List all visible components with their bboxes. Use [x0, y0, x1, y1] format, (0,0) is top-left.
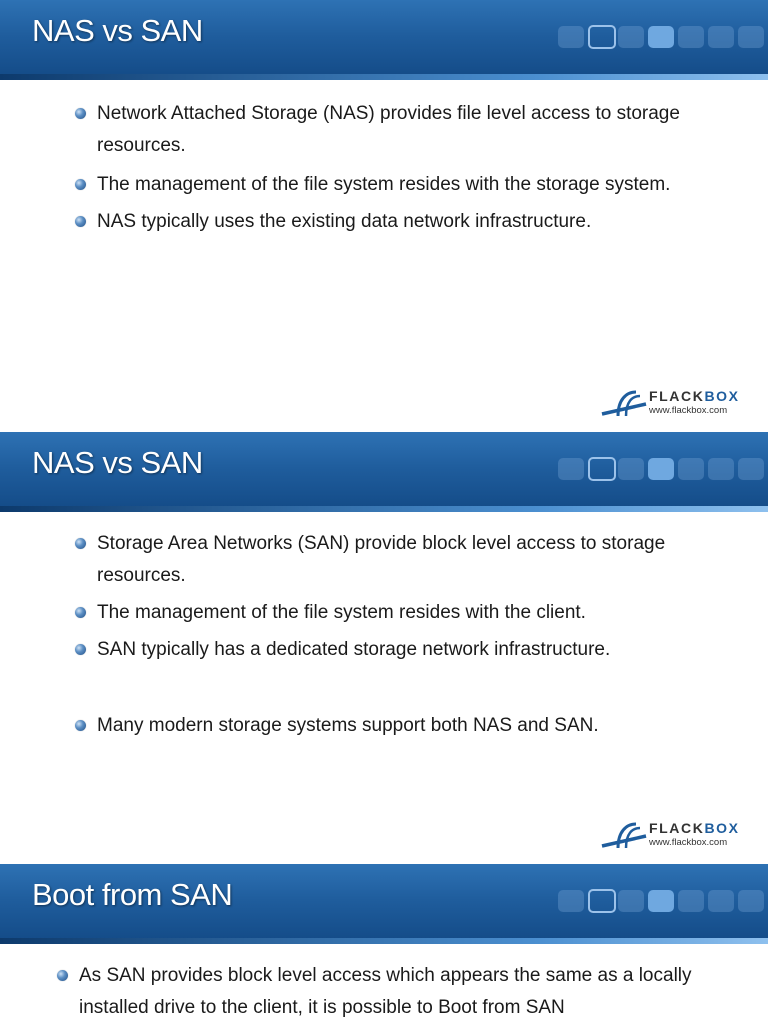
slide-nav-pill-icon: [708, 26, 734, 48]
bullet-dot-icon: [75, 644, 86, 655]
slide-nav-pills: [558, 458, 768, 480]
slide-nav-pills: [558, 26, 768, 48]
bullet-item: [97, 206, 737, 238]
slide-header: [0, 0, 768, 80]
slide-nav-pill-icon: [678, 890, 704, 912]
bullet-item: [79, 960, 744, 1024]
bullet-item: [97, 634, 737, 666]
slide-nav-pill-icon: [708, 458, 734, 480]
bullet-dot-icon: [75, 216, 86, 227]
bullet-text: As SAN provides block level access which appears the same as a locally installed drive to the client, it is possible to Boot from SAN: [79, 965, 692, 1018]
slide-nav-pill-icon: [648, 890, 674, 912]
flackbox-logo: [600, 390, 750, 420]
slide-nav-pill-icon: [558, 890, 584, 912]
logo-url: www.flackbox.com: [649, 837, 728, 848]
slide-nav-pill-icon: [588, 25, 616, 49]
bullet-text: The management of the file system resides with the client.: [97, 602, 586, 623]
bullet-dot-icon: [75, 538, 86, 549]
slide-nav-pill-icon: [678, 26, 704, 48]
slide-nav-pill-icon: [558, 458, 584, 480]
bullet-dot-icon: [75, 179, 86, 190]
flackbox-logo-icon: [600, 390, 648, 418]
bullet-item: [97, 597, 737, 629]
slide-nav-pill-icon: [618, 26, 644, 48]
bullet-item: [97, 98, 737, 162]
slide-header: [0, 864, 768, 944]
slide-nav-pill-icon: [708, 890, 734, 912]
slide-nav-pill-icon: [738, 26, 764, 48]
slide-nav-pill-icon: [648, 26, 674, 48]
bullet-dot-icon: [57, 970, 68, 981]
logo-brand: FLACKBOX: [649, 388, 740, 404]
bullet-text: Network Attached Storage (NAS) provides file level access to storage resources.: [97, 103, 680, 156]
bullet-dot-icon: [75, 607, 86, 618]
slide-title: Boot from SAN: [32, 877, 233, 912]
bullet-text: Storage Area Networks (SAN) provide block level access to storage resources.: [97, 533, 666, 586]
bullet-item: [97, 169, 737, 201]
bullet-dot-icon: [75, 720, 86, 731]
slide-nav-pills: [558, 890, 768, 912]
flackbox-logo-icon: [600, 822, 648, 850]
bullet-text: Many modern storage systems support both NAS and SAN.: [97, 715, 599, 736]
slide-title: NAS vs SAN: [32, 13, 203, 48]
slide-nav-pill-icon: [588, 457, 616, 481]
slide-nav-pill-icon: [678, 458, 704, 480]
slide-nav-pill-icon: [618, 890, 644, 912]
bullet-text: NAS typically uses the existing data network infrastructure.: [97, 211, 592, 232]
slide-header: [0, 432, 768, 512]
bullet-text: SAN typically has a dedicated storage network infrastructure.: [97, 639, 611, 660]
slide-3: [0, 864, 768, 1024]
logo-brand: FLACKBOX: [649, 820, 740, 836]
slide-nav-pill-icon: [618, 458, 644, 480]
bullet-item: [97, 710, 737, 742]
slide-nav-pill-icon: [558, 26, 584, 48]
slide-1: [0, 0, 768, 432]
slide-nav-pill-icon: [738, 458, 764, 480]
bullet-item: [97, 528, 737, 592]
bullet-dot-icon: [75, 108, 86, 119]
slide-nav-pill-icon: [648, 458, 674, 480]
logo-url: www.flackbox.com: [649, 405, 728, 416]
flackbox-logo: [600, 822, 750, 852]
bullet-text: The management of the file system resides with the storage system.: [97, 174, 671, 195]
slide-title: NAS vs SAN: [32, 445, 203, 480]
slide-nav-pill-icon: [738, 890, 764, 912]
slide-2: [0, 432, 768, 864]
slide-nav-pill-icon: [588, 889, 616, 913]
